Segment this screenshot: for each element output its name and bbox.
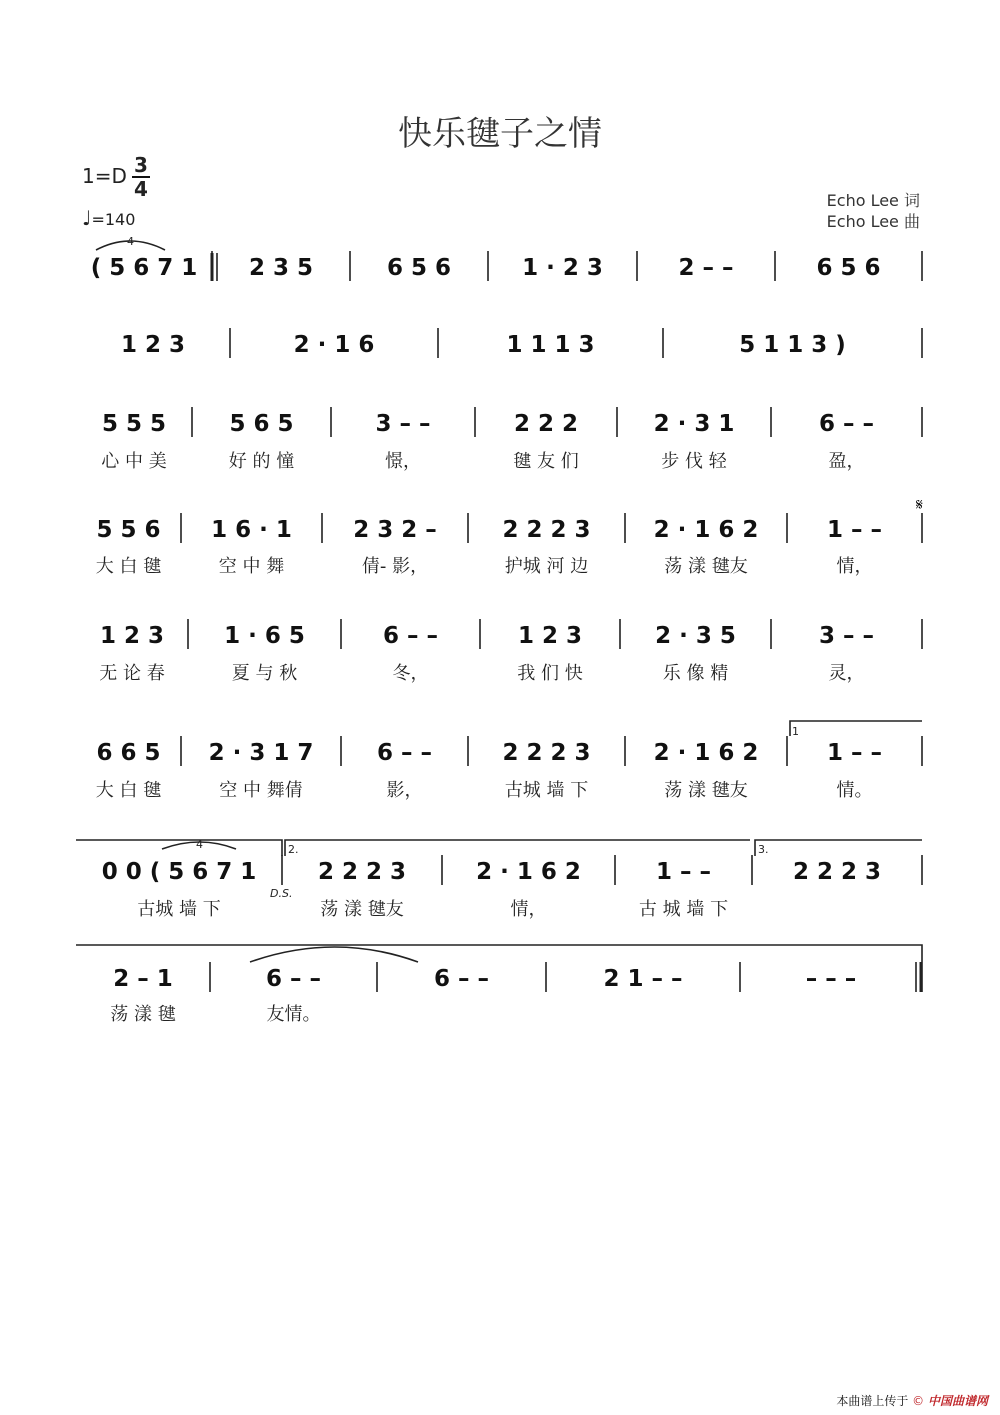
- lyric-text: 心 中 美: [101, 451, 167, 472]
- lyric-text: 情，: [510, 899, 547, 920]
- lyric-text: 荡 漾 毽友: [320, 899, 404, 920]
- measure-notes: 2 2 2: [513, 411, 579, 437]
- measure-notes: 2 · 3 1: [653, 411, 735, 437]
- footer: [836, 1392, 988, 1409]
- measure-notes: 2 3 2 –: [353, 517, 437, 543]
- measure-notes: 6 – –: [265, 966, 322, 992]
- volta-bracket-2: [285, 840, 750, 856]
- measure-notes: 6 – –: [376, 740, 433, 766]
- segno-icon: 𝄋: [916, 495, 923, 514]
- lyric-text: 大 白 毽: [95, 556, 162, 577]
- tie-arc: [250, 947, 418, 962]
- ending-2-label: 2.: [288, 843, 299, 856]
- measure-notes: 6 – –: [433, 966, 490, 992]
- footer-text: 本曲谱上传于: [836, 1394, 909, 1408]
- measure-notes: 6 – –: [818, 411, 875, 437]
- lyric-text: 我 们 快: [517, 663, 583, 684]
- measure-notes: 1 · 2 3: [522, 255, 603, 281]
- measure-notes: 2 1 – –: [603, 966, 683, 992]
- ending-3-label: 3.: [758, 843, 769, 856]
- lyric-text: 无 论 春: [99, 663, 165, 684]
- ending-1-label: 1: [792, 725, 799, 738]
- measure-notes: 2 · 3 5: [655, 623, 736, 649]
- ds-marking: D.S.: [270, 887, 293, 900]
- lyric-text: 乐 像 精: [662, 663, 729, 684]
- lyric-text: 冬，: [392, 663, 429, 684]
- measure-notes: 2 · 1 6 2: [653, 517, 759, 543]
- lyric-text: 情，: [836, 556, 873, 577]
- lyric-text: 荡 漾 毽友: [664, 556, 748, 577]
- page-title: 快乐毽子之情: [398, 114, 602, 154]
- measure-notes: 5 6 5: [229, 411, 294, 437]
- lyric-text: 空 中 舞: [218, 556, 285, 577]
- measure-notes: 6 5 6: [386, 255, 452, 281]
- measure-notes: 3 – –: [818, 623, 875, 649]
- measure-notes: 5 5 6: [96, 517, 161, 543]
- volta-bracket-1: [790, 721, 922, 736]
- measure-notes: 3 – –: [375, 411, 431, 437]
- lyric-text: 步 伐 轻: [661, 451, 727, 472]
- measure-notes: – – –: [805, 966, 857, 992]
- measure-notes: 1 – –: [655, 859, 712, 885]
- lyric-text: 盈，: [828, 451, 865, 472]
- measure-notes: 1 2 3: [120, 332, 186, 358]
- composer-credit: Echo Lee 曲: [826, 212, 920, 231]
- tuplet-label: 4: [196, 838, 203, 851]
- lyric-text: 友情。: [266, 1004, 321, 1025]
- lyric-text: 护城 河 边: [504, 556, 589, 577]
- measure-notes: 6 – –: [382, 623, 439, 649]
- measure-notes: 2 2 2 3: [502, 740, 591, 766]
- measure-notes: 5 5 5: [101, 411, 167, 437]
- measure-notes: 2 · 1 6 2: [476, 859, 581, 885]
- meter-top: 3: [134, 153, 148, 177]
- measure-notes: 2 2 2 3: [792, 859, 882, 885]
- measure-notes: 2 – –: [678, 255, 734, 281]
- lyric-text: 灵，: [828, 663, 865, 684]
- lyric-text: 大 白 毽: [95, 780, 162, 801]
- system-line-top: [76, 945, 922, 962]
- lyricist-credit: Echo Lee 词: [826, 191, 920, 210]
- measure-notes: 0 0 ( 5 6 7 1: [101, 859, 257, 885]
- lyric-text: 好 的 憧: [228, 451, 295, 472]
- lyric-text: 荡 漾 毽: [110, 1004, 176, 1025]
- measure-notes: 2 · 3 1 7: [208, 740, 314, 766]
- lyric-text: 古城 墙 下: [137, 899, 221, 920]
- key-signature: 1=D: [82, 164, 127, 188]
- measure-notes: 2 2 2 3: [502, 517, 591, 543]
- footer-brand: 中国曲谱网: [927, 1394, 988, 1408]
- measure-notes: 1 – –: [826, 740, 883, 766]
- lyric-text: 憬，: [385, 451, 421, 472]
- measure-notes: 1 2 3: [517, 623, 583, 649]
- lyric-text: 影，: [386, 780, 423, 801]
- tempo-value: =140: [91, 210, 136, 229]
- measure-notes: 2 3 5: [248, 255, 314, 281]
- volta-bracket-3: [755, 840, 922, 856]
- meter-bottom: 4: [134, 177, 148, 201]
- lyric-text: 情。: [836, 780, 873, 801]
- measure-notes: 1 · 6 5: [224, 623, 305, 649]
- measure-notes: 6 6 5: [96, 740, 161, 766]
- quarter-note-icon: ♩: [82, 206, 92, 230]
- lyric-text: 古城 墙 下: [504, 780, 589, 801]
- measure-notes: 1 2 3: [99, 623, 165, 649]
- measure-notes: 6 5 6: [816, 255, 881, 281]
- lyric-text: 夏 与 秋: [231, 663, 298, 684]
- measure-notes: 2 · 1 6 2: [653, 740, 759, 766]
- tuplet-label: 4: [127, 235, 134, 248]
- lyric-text: 荡 漾 毽友: [664, 780, 748, 801]
- measure-notes: 1 1 1 3: [506, 332, 595, 358]
- footer-logo-icon: ©: [912, 1394, 925, 1408]
- staff-line-top: [76, 840, 282, 856]
- measure-notes: 1 6 · 1: [211, 517, 292, 543]
- measure-notes: 2 – 1: [113, 966, 173, 992]
- lyric-text: 毽 友 们: [513, 451, 579, 472]
- measure-notes: 1 – –: [826, 517, 883, 543]
- lyric-text: 空 中 舞倩: [219, 780, 303, 801]
- lyric-text: 倩- 影，: [361, 556, 429, 577]
- lyric-text: 古 城 墙 下: [638, 899, 729, 920]
- measure-notes: ( 5 6 7 1: [90, 255, 198, 281]
- measure-notes: 2 · 1 6: [293, 332, 375, 358]
- measure-notes: 5 1 1 3 ): [739, 332, 846, 358]
- measure-notes: 2 2 2 3: [317, 859, 407, 885]
